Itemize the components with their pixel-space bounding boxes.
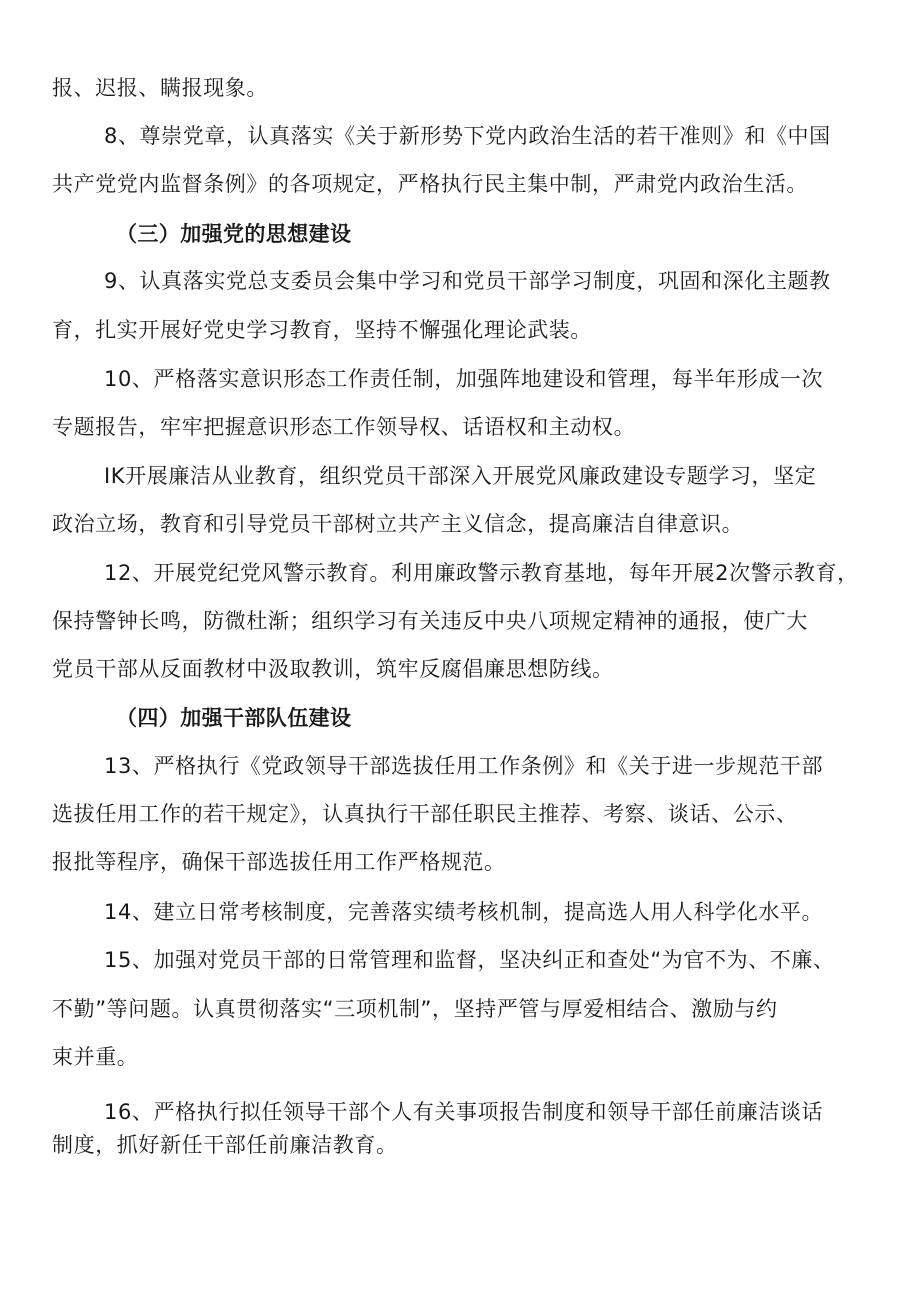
paragraph-line: 育，扎实开展好党史学习教育，坚持不懈强化理论武装。 <box>52 318 592 342</box>
paragraph-line: 束并重。 <box>52 1045 139 1069</box>
paragraph-line: 8、尊崇党章，认真落实《关于新形势下党内政治生活的若干准则》和《中国 <box>104 124 831 148</box>
paragraph-line: IK开展廉洁从业教育，组织党员干部深入开展党风廉政建设专题学习，坚定 <box>104 464 817 488</box>
paragraph-line: 10、严格落实意识形态工作责任制，加强阵地建设和管理，每半年形成一次 <box>104 367 824 391</box>
paragraph-line: 16、严格执行拟任领导干部个人有关事项报告制度和领导干部任前廉洁谈话 <box>104 1100 824 1124</box>
paragraph-line: 政治立场，教育和引导党员干部树立共产主义信念，提高廉洁自律意识。 <box>52 512 744 536</box>
paragraph-line: 15、加强对党员干部的日常管理和监督，坚决纠正和查处“为官不为、不廉、 <box>104 948 835 972</box>
paragraph-line: 党员干部从反面教材中汲取教训，筑牢反腐倡廉思想防线。 <box>52 657 614 681</box>
paragraph-line: 报批等程序，确保干部选拔任用工作严格规范。 <box>52 850 506 874</box>
paragraph-line: 12、开展党纪党风警示教育。利用廉政警示教育基地，每年开展2次警示教育， <box>104 561 859 585</box>
paragraph-line: 共产党党内监督条例》的各项规定，严格执行民主集中制，严肃党内政治生活。 <box>52 172 808 196</box>
paragraph-line: 制度，抓好新任干部任前廉洁教育。 <box>52 1133 398 1157</box>
paragraph-line: 14、建立日常考核制度，完善落实绩考核机制，提高选人用人科学化水平。 <box>104 900 824 924</box>
paragraph-line: 13、严格执行《党政领导干部选拔任用工作条例》和《关于进一步规范干部 <box>104 754 824 778</box>
paragraph-line: 9、认真落实党总支委员会集中学习和党员干部学习制度，巩固和深化主题教 <box>104 269 831 293</box>
paragraph-line: 不勤”等问题。认真贯彻落实“三项机制”，坚持严管与厚爱相结合、激励与约 <box>52 997 778 1021</box>
section-heading: （四）加强干部队伍建设 <box>116 706 352 730</box>
paragraph-line: 专题报告，牢牢把握意识形态工作领导权、话语权和主动权。 <box>52 415 636 439</box>
paragraph-line: 报、迟报、瞒报现象。 <box>52 76 268 100</box>
paragraph-line: 保持警钟长鸣，防微杜渐；组织学习有关违反中央八项规定精神的通报，使广大 <box>52 609 808 633</box>
paragraph-line: 选拔任用工作的若干规定》，认真执行干部任职民主推荐、考察、谈话、公示、 <box>52 802 798 826</box>
section-heading: （三）加强党的思想建设 <box>116 222 352 246</box>
